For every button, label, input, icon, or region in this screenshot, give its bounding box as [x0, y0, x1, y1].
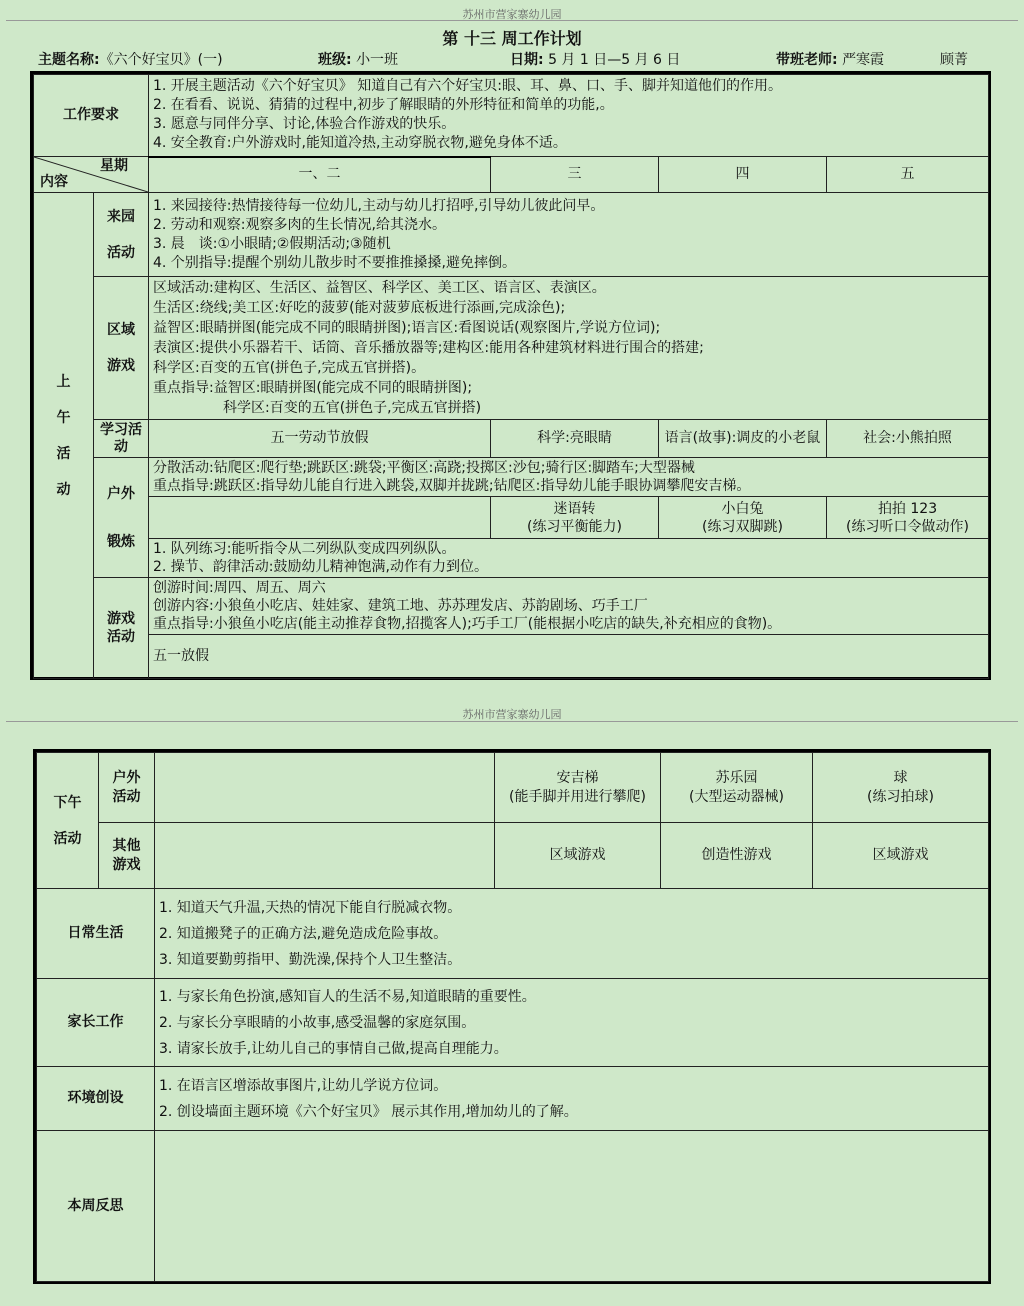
parents-work-label: 家长工作	[37, 979, 155, 1067]
parents-work-content: 1. 与家长角色扮演,感知盲人的生活不易,知道眼睛的重要性。 2. 与家长分享眼睛的小故事,感受温馨的家庭氛围。 3. 请家长放手,让幼儿自己的事情自己做,提高自理能力。	[155, 979, 989, 1067]
game-content: 创游时间:周四、周五、周六 创游内容:小狼鱼小吃店、娃娃家、建筑工地、苏苏理发店、苏韵剧场、巧手工厂 重点指导:小狼鱼小吃店(能主动推荐食物,招揽客人);巧手工厂(能根据小吃店的缺失,补充相应的食物)。	[149, 578, 989, 635]
afternoon-other-item: 区域游戏	[813, 823, 989, 889]
weekly-plan-table-2	[33, 749, 991, 1284]
afternoon-empty-cell	[155, 823, 495, 889]
afternoon-empty-cell	[155, 753, 495, 823]
study-item: 语言(故事):调皮的小老鼠	[659, 420, 827, 458]
weekly-plan-table	[30, 71, 991, 680]
afternoon-other-item: 创造性游戏	[661, 823, 813, 889]
daily-life-label: 日常生活	[37, 889, 155, 979]
game-label: 游戏 活动	[94, 578, 149, 679]
area-content: 区域活动:建构区、生活区、益智区、科学区、美工区、语言区、表演区。 生活区:绕线;美工区:好吃的菠萝(能对菠萝底板进行添画,完成涂色); 益智区:眼睛拼图(能完成不同的眼睛拼图);语言区:看图说话(观察图片,学说方位词); 表演区:提供小乐器若干、话筒、音乐播放器等;建构区:能用各种建筑材料进行围合的搭建; 科学区:百变的五官(拼色子,完成五官拼搭)。 重点指导:益智区:眼睛拼图(能完成不同的眼睛拼图); 科学区:百变的五官(拼色子,完成五官拼搭)	[149, 277, 989, 420]
study-item: 科学:亮眼睛	[491, 420, 659, 458]
reflection-content[interactable]	[155, 1131, 989, 1282]
day-header: 一、二	[149, 157, 491, 193]
work-req-label: 工作要求	[34, 75, 149, 157]
afternoon-outdoor-item: 球 (练习拍球)	[813, 753, 989, 823]
week-content-header	[34, 157, 149, 193]
week-label: 星期	[100, 158, 128, 174]
afternoon-other-label: 其他 游戏	[99, 823, 155, 889]
daily-life-content: 1. 知道天气升温,天热的情况下能自行脱减衣物。 2. 知道搬凳子的正确方法,避免造成危险事故。 3. 知道要勤剪指甲、勤洗澡,保持个人卫生整洁。	[155, 889, 989, 979]
study-label: 学习活动	[94, 420, 149, 458]
outdoor-game: 拍拍 123 (练习听口令做动作)	[827, 497, 989, 539]
work-req-content: 1. 开展主题活动《六个好宝贝》 知道自己有六个好宝贝:眼、耳、鼻、口、手、脚并知道他们的作用。 2. 在看看、说说、猜猜的过程中,初步了解眼睛的外形特征和简单的功能,。 3. 愿意与同伴分享、讨论,体验合作游戏的快乐。 4. 安全教育:户外游戏时,能知道冷热,主动穿脱衣物,避免身体不适。	[149, 75, 989, 157]
class-info: 班级: 小一班	[318, 52, 399, 68]
outdoor-content: 分散活动:钻爬区:爬行垫;跳跃区:跳袋;平衡区:高跷;投掷区:沙包;骑行区:脚踏车;大型器械 重点指导:跳跃区:指导幼儿能自行进入跳袋,双脚并拢跳;钻爬区:指导幼儿能手眼协调攀爬安吉梯。	[149, 458, 989, 497]
afternoon-outdoor-item: 苏乐园 (大型运动器械)	[661, 753, 813, 823]
outdoor-game: 小白兔 (练习双脚跳)	[659, 497, 827, 539]
outdoor-game: 迷语转 (练习平衡能力)	[491, 497, 659, 539]
afternoon-other-item: 区域游戏	[495, 823, 661, 889]
teacher-info: 带班老师: 严寒霞	[776, 52, 885, 68]
outdoor-empty-cell	[149, 497, 491, 539]
study-item: 五一劳动节放假	[149, 420, 491, 458]
date-info: 日期: 5 月 1 日—5 月 6 日	[510, 52, 681, 68]
arrival-content: 1. 来园接待:热情接待每一位幼儿,主动与幼儿打招呼,引导幼儿彼此问早。 2. 劳动和观察:观察多肉的生长情况,给其浇水。 3. 晨 谈:①小眼睛;②假期活动;③随机 4. 个别指导:提醒个别幼儿散步时不要推推搡搡,避免摔倒。	[149, 193, 989, 277]
study-item: 社会:小熊拍照	[827, 420, 989, 458]
day-header: 三	[491, 157, 659, 193]
divider	[6, 721, 1018, 722]
day-header: 五	[827, 157, 989, 193]
theme-info: 主题名称:《六个好宝贝》(一)	[38, 52, 223, 68]
environment-label: 环境创设	[37, 1067, 155, 1131]
afternoon-label: 下午 活动	[37, 753, 99, 889]
arrival-label: 来园 活动	[94, 193, 149, 277]
reflection-label: 本周反思	[37, 1131, 155, 1282]
outdoor-label: 户外 锻炼	[94, 458, 149, 578]
outdoor-content-2: 1. 队列练习:能听指令从二列纵队变成四列纵队。 2. 操节、韵律活动:鼓励幼儿精神饱满,动作有力到位。	[149, 539, 989, 578]
content-label: 内容	[40, 174, 68, 190]
area-label: 区域 游戏	[94, 277, 149, 420]
game-holiday: 五一放假	[149, 635, 989, 679]
school-name-top: 苏州市营家寨幼儿园	[462, 8, 562, 21]
environment-content: 1. 在语言区增添故事图片,让幼儿学说方位词。 2. 创设墙面主题环境《六个好宝贝》 展示其作用,增加幼儿的了解。	[155, 1067, 989, 1131]
page-title: 第 十三 周工作计划	[442, 29, 582, 48]
morning-label: 上 午 活 动	[34, 193, 94, 679]
day-header: 四	[659, 157, 827, 193]
divider	[6, 20, 1018, 21]
afternoon-outdoor-item: 安吉梯 (能手脚并用进行攀爬)	[495, 753, 661, 823]
afternoon-outdoor-label: 户外 活动	[99, 753, 155, 823]
teacher2-info: 顾菁	[940, 52, 968, 68]
school-name-bottom: 苏州市营家寨幼儿园	[462, 708, 562, 721]
